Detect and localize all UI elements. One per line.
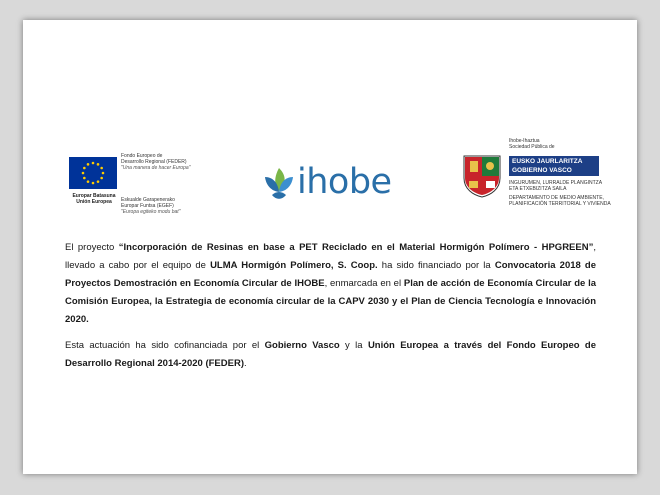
eu-star-icon [100,167,103,170]
eu-star-icon [87,180,90,183]
fund-eu-line-2: Europar Funtsa (EGEF) [121,203,174,209]
p2-text-3: . [243,358,247,369]
eu-star-icon [82,172,85,175]
p1-text-3: ha sido financiado por la [377,260,495,271]
fund-motto: "Una manera de hacer Europa" [121,165,191,171]
fund-eu-line-1: Eskualde Garapenerako [121,197,175,203]
p2-eu-feder: Unión Europea a través del Fondo Europeo de Desarrollo Regional 2014-2020 (FEDER) [65,340,597,369]
eu-star-icon [83,177,86,180]
gv-top-line-1: Ihobe-Ihaztua [509,138,540,144]
ihobe-wordmark: ihobe [297,162,392,202]
gv-name-spanish: GOBIERNO VASCO [512,167,572,174]
eu-star-icon [83,167,86,170]
body-text [65,239,596,381]
gv-sub-line-2: PLANIFICACIÓN TERRITORIAL Y VIVIENDA [509,201,611,207]
ihobe-logo [263,162,397,204]
eu-star-icon [102,172,105,175]
gv-name-basque: EUSKO JAURLARITZA [512,158,583,165]
eu-feder-logo [69,153,219,223]
fund-line-1: Fondo Europeo de [121,153,163,159]
eu-star-icon [92,162,95,165]
p1-text-4: , enmarcada en el [324,278,404,289]
fund-eu-motto: "Europa egiteko modu bat" [121,209,181,215]
eu-star-icon [97,163,100,166]
ihobe-leaf-icon [263,167,295,201]
eu-star-icon [100,177,103,180]
paragraph-funding [65,337,596,373]
gv-top-line-2: Sociedad Pública de [509,144,555,150]
p2-text-2: y la [339,340,368,351]
gv-dept-line-2: ETA ETXEBIZITZA SAILA [509,186,567,192]
p2-text-1: Esta actuación ha sido cofinanciada por el [65,340,265,351]
eu-star-icon [97,180,100,183]
basque-government-logo [457,138,611,230]
fund-line-2: Desarrollo Regional (FEDER) [121,159,187,165]
p1-plans: Plan de acción de Economía Circular de la Comisión Europea, la Estrategia de economía circular de la CAPV 2030 y el Plan de Ciencia Tecnología e Innovación 2020. [65,278,597,325]
paragraph-project [65,239,596,329]
union-basque: Europar Batasuna [72,193,116,199]
p1-company: ULMA Hormigón Polímero, S. Coop. [210,260,378,271]
gv-sub-line-1: DEPARTAMENTO DE MEDIO AMBIENTE, [509,195,604,201]
p2-basque-government: Gobierno Vasco [264,340,340,351]
p1-project-title: “Incorporación de Resinas en base a PET Reciclado en el Material Hormigón Polímero - HPGREEN” [118,242,594,253]
union-spanish: Unión Europea [76,199,112,205]
eu-star-icon [87,163,90,166]
gv-dept-line-1: INGURUMEN, LURRALDE PLANGINTZA [509,180,603,186]
eu-star-icon [92,182,95,185]
coat-of-arms-icon [460,152,504,198]
p1-text-2: , llevado a cabo por el equipo de [65,242,596,271]
p1-text-1: El proyecto [65,242,119,253]
eu-flag-icon [69,157,117,189]
p1-call: Convocatoria 2018 de Proyectos Demostración en Economía Circular de IHOBE [65,260,596,289]
document-page [23,20,637,474]
gv-name-bar [509,156,599,176]
